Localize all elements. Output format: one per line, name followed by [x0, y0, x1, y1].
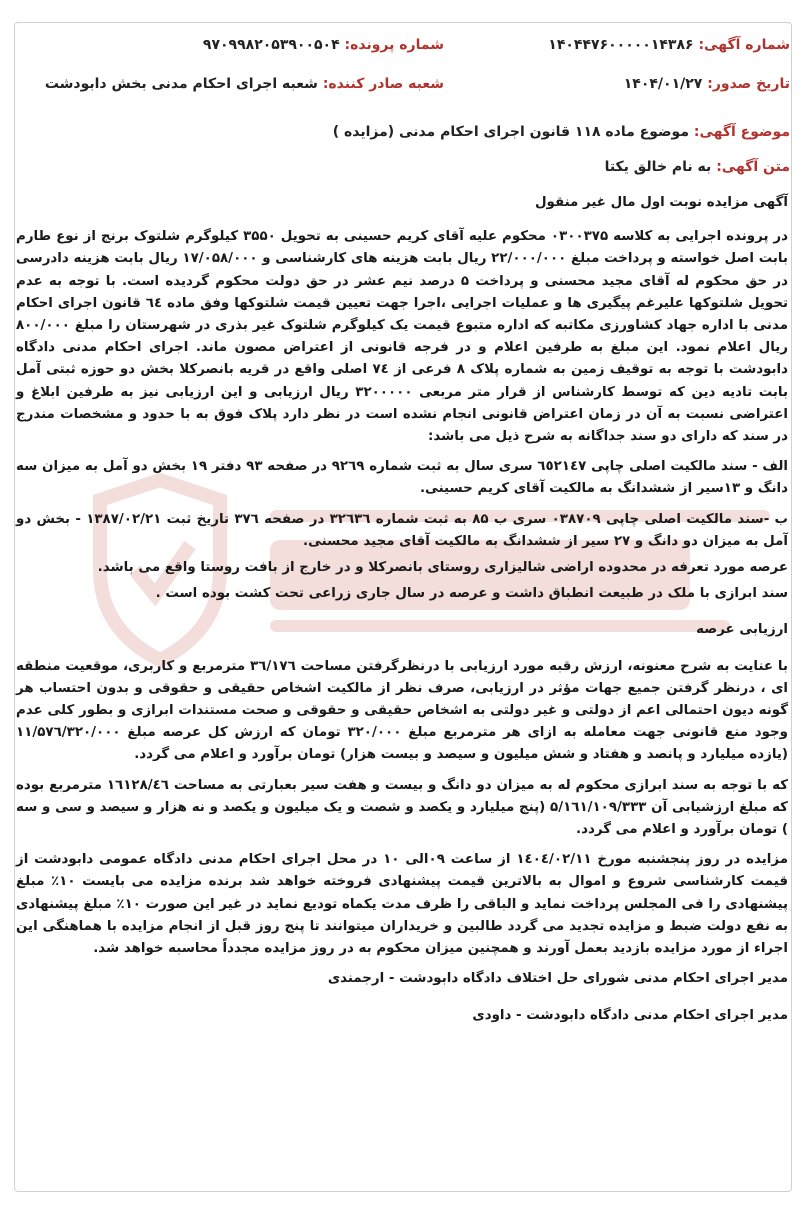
- signature-arjmandi: مدیر اجرای احکام مدنی شورای حل اختلاف دادگاه دابودشت - ارجمندی: [327, 971, 788, 987]
- signature-davoodi: مدیر اجرای احکام مدنی دادگاه دابودشت - داودی: [472, 1007, 788, 1023]
- issuer-label: شعبه صادر کننده:: [322, 76, 444, 92]
- case-number-label: شماره پرونده:: [344, 37, 444, 53]
- paragraph-share-value: که با توجه به سند ابرازی محکوم له به میزان دو دانگ و بیست و هفت سیر بعبارتی به مساحت ۱٦۱۲۸/٤٦ مترمربع بوده که مبلغ ارزشیابی آن ۵/۱٦۱/۱۰۹/۳۳۳ (پنج میلیارد و یکصد و شصت و یک میلیون و یکصد و نه هزار و سیصد و سی و سه ) تومان برآورد و اعلام می گردد.: [16, 777, 788, 838]
- notice-text-header: [605, 159, 790, 175]
- issuer: [45, 76, 444, 92]
- notice-title: آگهی مزایده نوبت اول مال غیر منقول: [534, 195, 788, 210]
- notice-subject: [333, 124, 790, 140]
- issue-date: [624, 76, 790, 92]
- paragraph-deed-a: الف - سند مالکیت اصلی چاپی ٦٥۲۱٤۷ سری سال به ثبت شماره ۹۲٦۹ در صفحه ۹۳ دفتر ۱۹ بخش دو آمل به میزان سه دانگ و ۱۳سیر از ششدانگ به مالکیت آقای کریم حسینی.: [16, 459, 788, 497]
- text-label: متن آگهی:: [716, 159, 790, 175]
- paragraph-case: در پرونده اجرایی به کلاسه ۰۳۰۰۳۷۵ محکوم علیه آقای کریم حسینی به تحویل ۳۵۵۰ کیلوگرم شلتوک برنج از نوع طارم بابت اصل خواسته و پرداخت مبلغ ۲۲/۰۰۰/۰۰۰ ریال بابت هزینه های کارشناسی و ۱۷/۰۵۸/۰۰۰ ریال بابت هزینه دادرسی در حق محکوم له آقای مجید محسنی و پرداخت ۵ درصد نیم عشر در حق دولت محکوم گردیده است. با توجه به عدم تحویل شلتوکها علیرغم پیگیری ها و عملیات اجرایی ،اجرا جهت تعیین قیمت شلتوکها وفق ماده ٦٤ قانون اجرای احکام مدنی با اداره جهاد کشاورزی مکاتبه که اداره متبوع قیمت یک کیلوگرم شلتوک غیر بذری در شهرستان را مبلغ ۸۰۰/۰۰۰ ریال اعلام نمود. این مبلغ به طرفین اعلام و در فرجه قانونی از اعتراض مصون ماند. اجرای احکام مدنی دادگاه دابودشت با توجه به توقیف زمین به شماره پلاک ۸ فرعی از ۷٤ اصلی واقع در قریه بانصرکلا بخش دو حوزه ثبتی آمل بابت تادیه دین که توسط کارشناس از قرار متر مربعی ۳۲۰۰۰۰۰ ریال ارزیابی و این ارزیابی نیز به طرفین ابلاغ و اعتراضی نسبت به آن در زمان اعتراض قانونی انجام نشده است در نظر دارد پلاک فوق به با حدود و مشخصات مندرج در سند که دارای دو سند جداگانه به شرح ذیل می باشد:: [16, 229, 789, 445]
- paragraph-location: عرصه مورد تعرفه در محدوده اراضی شالیزاری روستای بانصرکلا و در خارج از بافت روستا واقع می باشد.: [97, 560, 788, 576]
- text-intro: به نام خالق یکتا: [604, 159, 712, 175]
- issue-date-value: ۱۴۰۴/۰۱/۲۷: [623, 76, 703, 92]
- notice-number-value: ۱۴۰۴۴۷۶۰۰۰۰۰۱۴۳۸۶: [548, 37, 694, 53]
- paragraph-deed-b: ب -سند مالکیت اصلی چاپی ۰۳۸۷۰۹ سری ب ۸۵ به ثبت شماره ۳۲٦۳٦ در صفحه ۳۷٦ تاریخ ثبت ۱۳۸۷/۰۲/۲۱ - بخش دو آمل به میزان دو دانگ و ۲۷ سیر از ششدانگ به مالکیت آقای مجید محسنی.: [16, 511, 789, 549]
- paragraph-conformity: سند ابرازی با ملک در طبیعت انطباق داشت و عرصه در سال جاری زراعی تحت کشت بوده است .: [155, 586, 788, 602]
- case-number-value: ۹۷۰۹۹۸۲۰۵۳۹۰۰۵۰۴: [202, 37, 340, 53]
- notice-body: [16, 182, 788, 1035]
- appraisal-heading: ارزیابی عرصه: [696, 622, 788, 638]
- paragraph-appraisal: با عنایت به شرح معنونه، ارزش رقبه مورد ارزیابی با درنظرگرفتن مساحت ۳٦/۱۷٦ مترمربع و کاربری، موقعیت منطقه ای ، درنظر گرفتن جمیع جهات مؤثر در ارزیابی، صرف نظر از مالکیت اشخاص حقیقی و حقوقی و بدون احتساب هر گونه دیون احتمالی اعم از دولتی و غیر دولتی به اشخاص حقیقی و حقوقی و صحت مستندات ابرازی و بطور کلی عدم وجود منع قانونی جهت معامله به ازای هر مترمربع مبلغ ۳۲۰/۰۰۰ تومان که ارزش کل عرصه مبلغ ۱۱/۵۷٦/۳۲۰/۰۰۰ (یازده میلیارد و پانصد و هفتاد و شش میلیون و سیصد و بیست هزار) تومان برآورد و اعلام می گردد.: [16, 658, 788, 763]
- issuer-value: شعبه اجرای احکام مدنی بخش دابودشت: [44, 76, 318, 92]
- issue-date-label: تاریخ صدور:: [707, 76, 790, 92]
- paragraph-auction-terms: مزایده در روز پنجشنبه مورخ ۱٤۰٤/۰۲/۱۱ از ساعت ۰۹الی ۱۰ در محل اجرای احکام مدنی دادگاه عمومی دابودشت از قیمت کارشناسی شروع و اموال به بالاترین قیمت پیشنهادی فروخته خواهد شد برنده مزایده می بایست ۱۰٪ مبلغ پیشنهادی را فی المجلس پرداخت نماید و الباقی را ظرف مدت یکماه تودیع نماید در غیر این صورت ۱۰٪ مبلغ پیشنهادی به نفع دولت ضبط و مزایده تجدید می گردد طالبین و خریداران میتوانند تا پنج روز قبل از انجام مزایده با هماهنگی این اجراء از مورد مزایده بازدید بعمل آورند و همچنین میزان محکوم به در روز مزایده مجدداً محاسبه خواهد شد.: [16, 852, 788, 957]
- subject-value: موضوع ماده ۱۱۸ قانون اجرای احکام مدنی (مزایده ): [332, 124, 689, 140]
- notice-number: [548, 37, 790, 53]
- notice-number-label: شماره آگهی:: [698, 37, 790, 53]
- case-number: [203, 37, 444, 53]
- subject-label: موضوع آگهی:: [693, 124, 790, 140]
